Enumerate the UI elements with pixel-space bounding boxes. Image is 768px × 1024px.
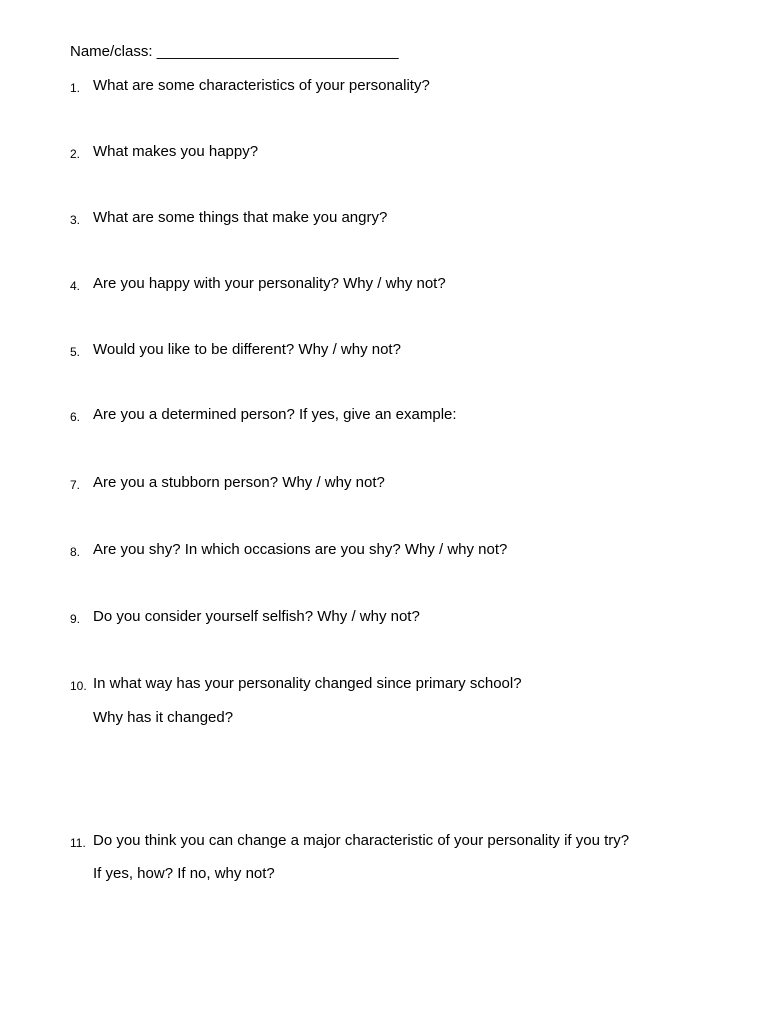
question-text: Are you happy with your personality? Why / why not? <box>93 275 446 292</box>
question-text: Are you a determined person? If yes, give an example: <box>93 406 457 423</box>
question-number: 2. <box>70 147 81 161</box>
question-number: 6. <box>70 410 81 424</box>
question-text: Do you consider yourself selfish? Why / why not? <box>93 608 420 625</box>
question-number: 10. <box>70 679 87 693</box>
question-text: Would you like to be different? Why / why not? <box>93 341 401 358</box>
question-text: Do you think you can change a major characteristic of your personality if you try? <box>93 832 630 849</box>
question-followup: Why has it changed? <box>93 709 234 726</box>
question-number: 5. <box>70 345 81 359</box>
question-number: 8. <box>70 545 81 559</box>
question-number: 3. <box>70 213 81 227</box>
question-text: What are some characteristics of your personality? <box>93 77 430 94</box>
question-number: 7. <box>70 478 81 492</box>
question-text: Are you shy? In which occasions are you shy? Why / why not? <box>93 541 508 558</box>
question-number: 11. <box>70 836 86 850</box>
question-number: 4. <box>70 279 81 293</box>
question-text: In what way has your personality changed since primary school? <box>93 675 522 692</box>
question-number: 1. <box>70 81 81 95</box>
question-text: Are you a stubborn person? Why / why not? <box>93 474 385 491</box>
question-text: What makes you happy? <box>93 143 259 160</box>
question-text: What are some things that make you angry? <box>93 209 388 226</box>
question-number: 9. <box>70 612 81 626</box>
question-followup: If yes, how? If no, why not? <box>93 865 275 882</box>
name-class-field: Name/class: _____________________________ <box>70 43 399 60</box>
